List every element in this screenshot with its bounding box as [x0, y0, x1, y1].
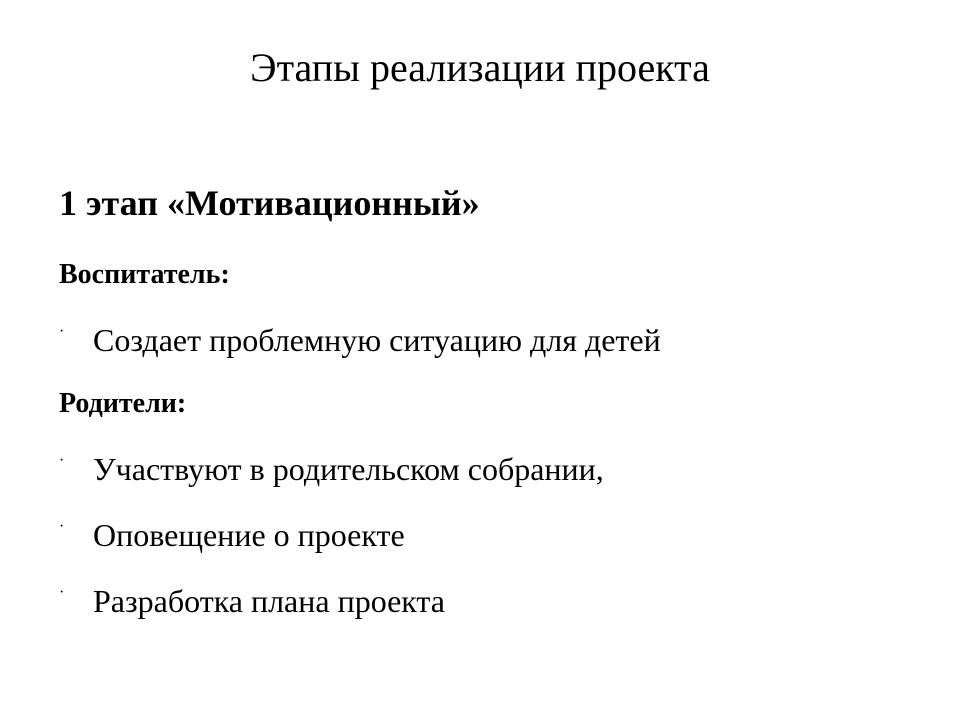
list-item-text: Оповещение о проекте	[93, 517, 405, 553]
parents-section-label: Родители:	[59, 388, 187, 419]
teacher-section-label: Воспитатель:	[59, 259, 230, 290]
list-item-text: Разработка плана проекта	[93, 583, 445, 619]
bullet-dot-icon: ·	[59, 584, 65, 601]
stage-heading: 1 этап «Мотивационный»	[59, 183, 480, 223]
list-item-text: Участвуют в родительском собрании,	[93, 451, 604, 487]
bullet-dot-icon: ·	[59, 518, 65, 535]
slide-title: Этапы реализации проекта	[250, 45, 710, 90]
bullet-dot-icon: ·	[59, 323, 65, 340]
list-item-text: Создает проблемную ситуацию для детей	[93, 322, 661, 358]
bullet-dot-icon: ·	[59, 452, 65, 469]
